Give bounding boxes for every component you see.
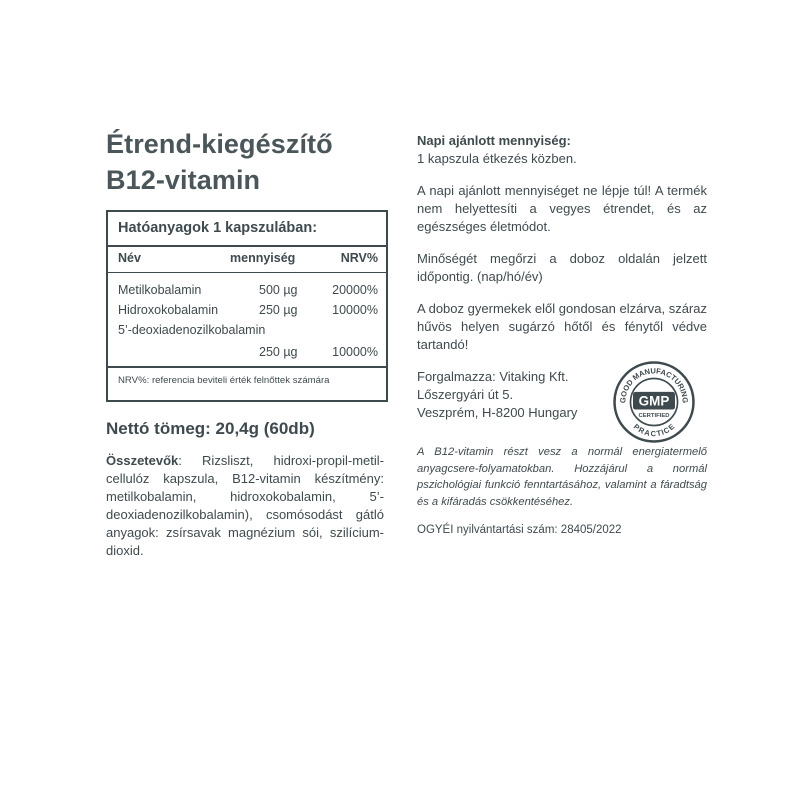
distributor-line1: Forgalmazza: Vitaking Kft. — [417, 369, 569, 384]
composition — [106, 452, 384, 560]
row-amount: 250 µg — [259, 303, 298, 317]
product-title-line2: B12-vitamin — [106, 165, 261, 195]
col-header-name: Név — [118, 251, 141, 265]
col-header-nrv: NRV% — [340, 251, 378, 265]
health-claim: A B12-vitamin részt vesz a normál energiatermelő anyagcsere-folyamatokban. Hozzájárul a normál pszichológiai funkció fenntartásához, valamint a fáradtság és a kifáradás csökkentéséhez. — [417, 446, 707, 508]
distributor-block — [417, 366, 707, 439]
registration-number: OGYÉI nyilvántartási szám: 28405/2022 — [417, 524, 622, 536]
distributor-line3: Veszprém, H-8200 Hungary — [417, 405, 578, 420]
row-amount: 500 µg — [259, 283, 298, 297]
col-header-amount: mennyiség — [230, 251, 296, 265]
row-name: Hidroxokobalamin — [118, 303, 219, 317]
ingredients-heading: Hatóanyagok 1 kapszulában: — [118, 220, 318, 236]
gmp-sub-text: CERTIFIED — [638, 413, 670, 420]
table-divider — [108, 245, 386, 247]
gmp-center-text: GMP — [638, 393, 670, 409]
composition-label: Összetevők — [106, 453, 179, 468]
left-column — [106, 126, 388, 560]
row-nrv: 10000% — [332, 303, 378, 317]
row-nrv: 20000% — [332, 283, 378, 297]
children-warning: A doboz gyermekek elől gondosan elzárva, száraz hűvös helyen sugárzó hőtől és fénytől védve tartandó! — [417, 301, 707, 352]
row-name: Metilkobalamin — [118, 283, 202, 297]
dose-heading: Napi ajánlott mennyiség: — [417, 133, 571, 148]
net-weight: Nettó tömeg: 20,4g (60db) — [106, 419, 315, 438]
warning-text: A napi ajánlott mennyiséget ne lépje túl! A termék nem helyettesíti a vegyes étrendet, és az egészséges életmódot. — [417, 183, 707, 234]
storage-text: Minőségét megőrzi a doboz oldalán jelzett időpontig. (nap/hó/év) — [417, 251, 707, 284]
table-divider — [108, 366, 386, 368]
right-column — [417, 132, 707, 536]
gmp-certified-seal-icon — [612, 360, 696, 444]
row-nrv: 10000% — [332, 345, 378, 359]
gmp-bottom-text: PRACTICE — [631, 422, 677, 439]
gmp-top-text: GOOD MANUFACTURING — [618, 366, 690, 404]
distributor-line2: Lőszergyári út 5. — [417, 387, 514, 402]
row-amount: 250 µg — [259, 345, 298, 359]
table-divider — [108, 272, 386, 273]
nrv-note: NRV%: referencia beviteli érték felnőttek számára — [118, 375, 330, 386]
composition-text: : Rizsliszt, hidroxi-propil-metil-cellulóz kapszula, B12-vitamin készítmény: metilkobalamin, hidroxokobalamin, 5’-deoxiadenozilkobalamin), csomósodást gátló anyagok: zsírsavak magnézium sói, szilícium-dioxid. — [106, 453, 384, 558]
dose-text: 1 kapszula étkezés közben. — [417, 151, 577, 166]
ingredients-table — [106, 210, 388, 402]
product-title-line1: Étrend-kiegészítő — [106, 129, 333, 159]
row-name: 5’-deoxiadenozilkobalamin — [118, 323, 266, 337]
